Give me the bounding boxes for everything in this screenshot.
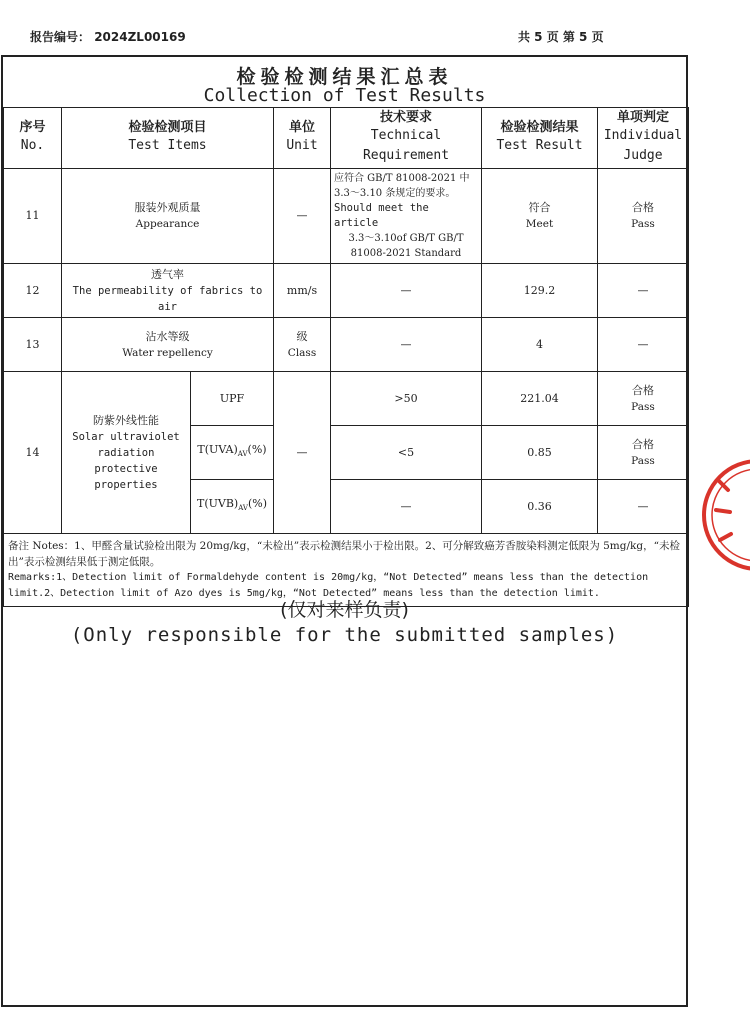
row-requirement: <5 (331, 426, 482, 480)
notes-en: Remarks:1、Detection limit of Formaldehyde content is 20mg/kg，“Not Detected” means less than the detection limit.2、Detection limit of Azo dyes is 5mg/kg，“Not Detected” means less than the detection limit. (8, 572, 649, 599)
table-row (4, 372, 689, 426)
row-no: 11 (4, 169, 62, 264)
row-unit: — (274, 372, 331, 534)
row-no: 12 (4, 264, 62, 318)
row-judge: — (598, 318, 689, 372)
table-row (4, 318, 689, 372)
row-judge: — (598, 480, 689, 534)
table-row (4, 169, 689, 264)
notes-zh: 备注 Notes：1、甲醛含量试验检出限为 20mg/kg，“未检出”表示检测结果小于检出限。2、可分解致癌芳香胺染料测定低限为 5mg/kg，“未检出”表示检测结果低于测定低限。 (8, 540, 680, 568)
row-item: 透气率 The permeability of fabrics to air (62, 264, 274, 318)
row-item: 服装外观质量 Appearance (62, 169, 274, 264)
row-judge: 合格 Pass (598, 372, 689, 426)
table-title-zh: 检验检测结果汇总表 (236, 66, 453, 88)
col-unit: 单位 Unit (274, 108, 331, 169)
row-unit: — (274, 169, 331, 264)
col-test-result: 检验检测结果 Test Result (482, 108, 598, 169)
row-no: 13 (4, 318, 62, 372)
col-judge: 单项判定 Individual Judge (598, 108, 689, 169)
results-frame (1, 55, 688, 1007)
row-judge: 合格 Pass (598, 169, 689, 264)
sub-item-name: $T(UVB)_{AV}(\%)$ (191, 480, 274, 534)
row-requirement: >50 (331, 372, 482, 426)
row-requirement: — (331, 318, 482, 372)
row-result: 0.85 (482, 426, 598, 480)
row-judge: — (598, 264, 689, 318)
row-unit: 级 Class (274, 318, 331, 372)
col-test-items: 检验检测项目 Test Items (62, 108, 274, 169)
table-row (4, 264, 689, 318)
row-requirement: — (331, 480, 482, 534)
sub-item-name: UPF (191, 372, 274, 426)
row-no: 14 (4, 372, 62, 534)
disclaimer-en: (Only responsible for the submitted samples) (70, 624, 619, 646)
disclaimer (3, 595, 686, 646)
row-unit: mm/s (274, 264, 331, 318)
row-item: 沾水等级 Water repellency (62, 318, 274, 372)
row-result: 4 (482, 318, 598, 372)
seal-stamp-icon (698, 450, 750, 580)
row-requirement: — (331, 264, 482, 318)
sub-item-name: $T(UVA)_{AV}(\%)$ (191, 426, 274, 480)
page-info: 共 5 页 第 5 页 (518, 30, 604, 44)
row-judge: 合格 Pass (598, 426, 689, 480)
report-number-value: 2024ZL00169 (94, 30, 186, 44)
row-result: 221.04 (482, 372, 598, 426)
report-number-label: 报告编号： (30, 30, 91, 44)
row-result: 符合 Meet (482, 169, 598, 264)
row-result: 0.36 (482, 480, 598, 534)
row-requirement: 应符合 GB/T 81008-2021 中 3.3～3.10 条规定的要求。 Should meet the article 3.3～3.10of GB/T GB/T 81008-2021 Standard (331, 169, 482, 264)
row-result: 129.2 (482, 264, 598, 318)
col-no: 序号 No. (4, 108, 62, 169)
table-title-en: Collection of Test Results (203, 85, 486, 106)
table-header-row (4, 108, 689, 169)
results-table (3, 107, 689, 607)
row-item: 防紫外线性能 Solar ultraviolet radiation protective properties (62, 372, 191, 534)
disclaimer-zh: (仅对来样负责) (280, 599, 409, 621)
report-number (30, 28, 186, 45)
col-requirement: 技术要求 Technical Requirement (331, 108, 482, 169)
